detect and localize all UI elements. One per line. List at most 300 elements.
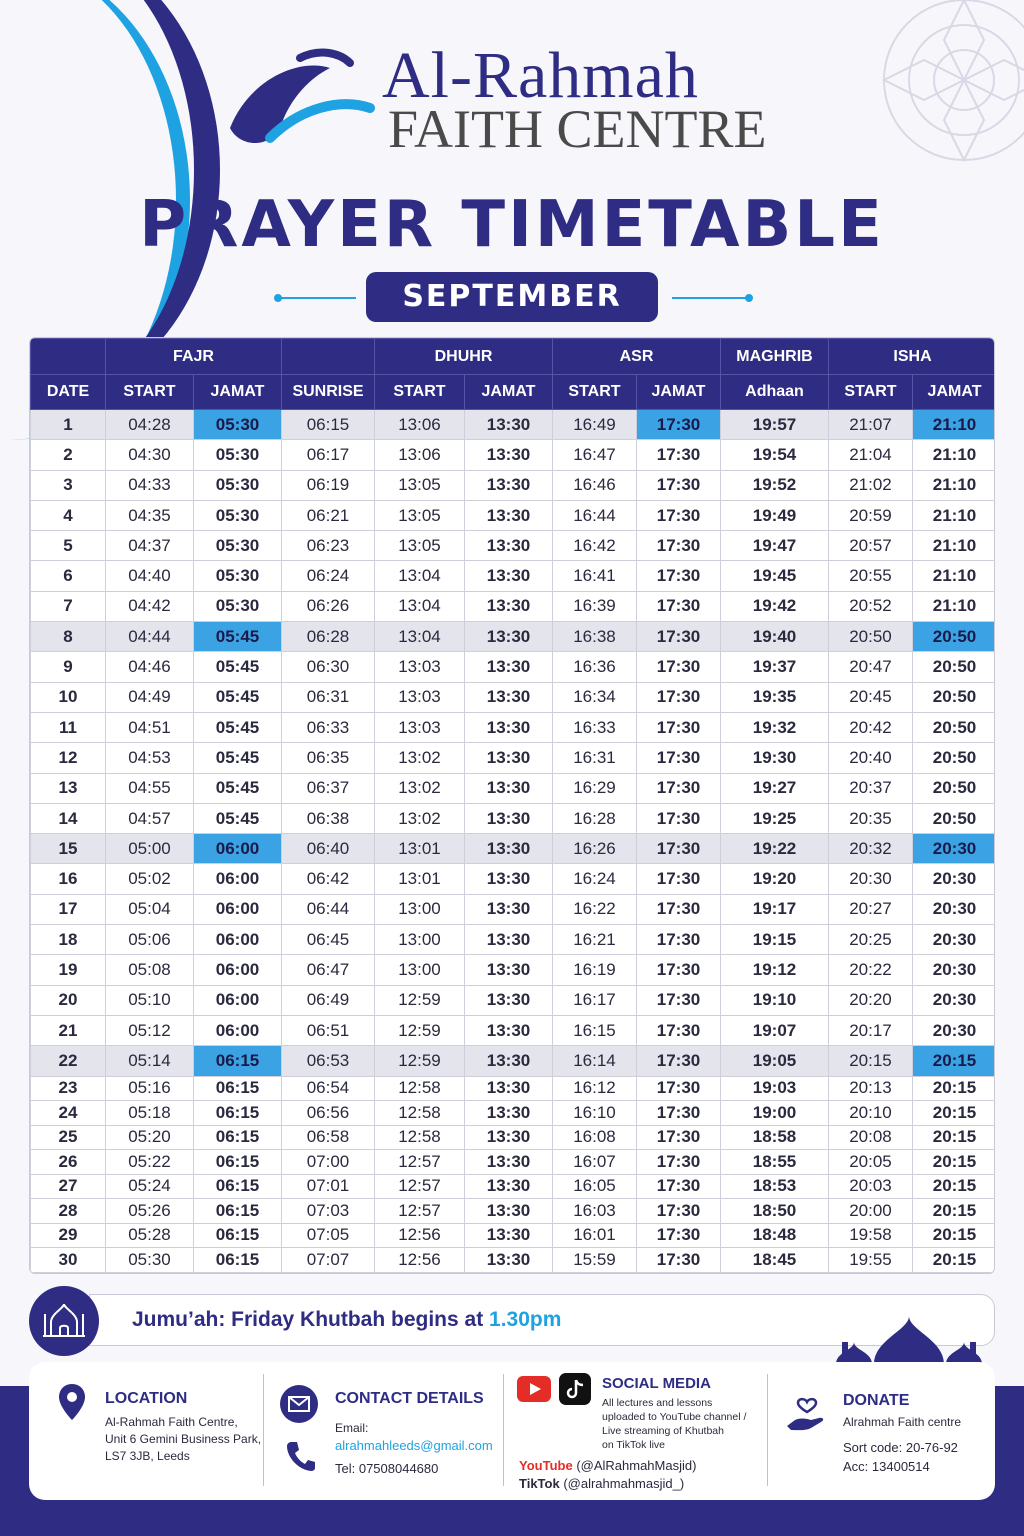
table-cell: 16:33 (553, 712, 637, 742)
table-cell: 5 (31, 531, 106, 561)
table-cell: 21:07 (829, 410, 913, 440)
table-cell: 17:30 (637, 622, 721, 652)
column-header: START (829, 375, 913, 410)
table-cell: 07:07 (282, 1248, 375, 1273)
table-cell: 16:49 (553, 410, 637, 440)
table-row (31, 561, 996, 591)
table-row (31, 955, 996, 985)
header-empty (282, 339, 375, 375)
table-cell: 20:32 (829, 834, 913, 864)
table-cell: 18:55 (721, 1150, 829, 1175)
table-cell: 13:30 (465, 1150, 553, 1175)
table-cell: 20:15 (913, 1174, 996, 1199)
tiktok-icon[interactable] (559, 1373, 591, 1405)
header-isha: ISHA (829, 339, 996, 375)
table-cell: 17:30 (637, 410, 721, 440)
table-cell: 17:30 (637, 561, 721, 591)
table-row (31, 470, 996, 500)
table-cell: 20:50 (913, 622, 996, 652)
header-fajr: FAJR (106, 339, 282, 375)
table-cell: 13:30 (465, 773, 553, 803)
table-cell: 06:15 (194, 1101, 282, 1126)
table-cell: 12:58 (375, 1076, 465, 1101)
table-cell: 21:10 (913, 470, 996, 500)
table-cell: 20:50 (913, 652, 996, 682)
table-cell: 16:24 (553, 864, 637, 894)
table-cell: 16:22 (553, 894, 637, 924)
jumuah-text (132, 1308, 561, 1332)
logo (210, 38, 810, 168)
table-cell: 20:50 (913, 803, 996, 833)
table-cell: 20:50 (913, 773, 996, 803)
table-cell: 19:00 (721, 1101, 829, 1126)
table-cell: 04:53 (106, 743, 194, 773)
youtube-handle: (@AlRahmahMasjid) (576, 1458, 697, 1473)
table-cell: 04:40 (106, 561, 194, 591)
table-cell: 20:52 (829, 591, 913, 621)
table-cell: 19:47 (721, 531, 829, 561)
header-empty (31, 339, 106, 375)
table-cell: 13:30 (465, 985, 553, 1015)
phone-number[interactable]: Tel: 07508044680 (335, 1461, 439, 1476)
table-cell: 13:30 (465, 440, 553, 470)
table-cell: 27 (31, 1174, 106, 1199)
location-pin-icon (57, 1382, 87, 1422)
table-cell: 17:30 (637, 955, 721, 985)
table-cell: 19:49 (721, 500, 829, 530)
table-cell: 26 (31, 1150, 106, 1175)
column-header: START (553, 375, 637, 410)
table-cell: 12:58 (375, 1101, 465, 1126)
table-cell: 17:30 (637, 591, 721, 621)
table-row (31, 864, 996, 894)
column-header: JAMAT (913, 375, 996, 410)
table-cell: 13:04 (375, 591, 465, 621)
table-cell: 21:10 (913, 410, 996, 440)
table-cell: 20:15 (913, 1101, 996, 1126)
header-asr: ASR (553, 339, 721, 375)
table-cell: 12:57 (375, 1150, 465, 1175)
table-cell: 04:51 (106, 712, 194, 742)
table-cell: 05:30 (194, 561, 282, 591)
table-cell: 20:30 (913, 925, 996, 955)
table-cell: 13:02 (375, 773, 465, 803)
table-cell: 20:15 (829, 1046, 913, 1076)
table-cell: 17:30 (637, 834, 721, 864)
social-heading: SOCIAL MEDIA (602, 1375, 711, 1392)
table-cell: 05:08 (106, 955, 194, 985)
calligraphy-logo-icon (210, 38, 380, 158)
table-cell: 15 (31, 834, 106, 864)
table-cell: 20:17 (829, 1015, 913, 1045)
group-header-row (31, 339, 996, 375)
logo-text-secondary: FAITH CENTRE (388, 99, 767, 159)
table-row (31, 682, 996, 712)
table-cell: 19:15 (721, 925, 829, 955)
table-cell: 06:15 (194, 1150, 282, 1175)
divider (767, 1374, 768, 1486)
table-cell: 20:27 (829, 894, 913, 924)
table-cell: 13:05 (375, 500, 465, 530)
table-cell: 13:00 (375, 894, 465, 924)
table-row (31, 1125, 996, 1150)
table-cell: 05:28 (106, 1223, 194, 1248)
table-cell: 05:30 (106, 1248, 194, 1273)
table-cell: 20:30 (913, 955, 996, 985)
table-cell: 13:30 (465, 470, 553, 500)
header-maghrib: MAGHRIB (721, 339, 829, 375)
mosque-badge (29, 1286, 99, 1356)
table-cell: 17:30 (637, 531, 721, 561)
social-description (602, 1396, 772, 1452)
table-cell: 05:45 (194, 712, 282, 742)
table-cell: 06:38 (282, 803, 375, 833)
table-cell: 13:30 (465, 864, 553, 894)
location-heading: LOCATION (105, 1390, 188, 1407)
column-header: START (375, 375, 465, 410)
table-cell: 20 (31, 985, 106, 1015)
table-cell: 16:01 (553, 1223, 637, 1248)
table-cell: 06:56 (282, 1101, 375, 1126)
table-cell: 13:30 (465, 1174, 553, 1199)
table-cell: 20:15 (913, 1046, 996, 1076)
table-row (31, 1199, 996, 1224)
table-cell: 14 (31, 803, 106, 833)
table-cell: 20:30 (829, 864, 913, 894)
table-cell: 30 (31, 1248, 106, 1273)
table-cell: 06:15 (282, 410, 375, 440)
contact-section (279, 1362, 499, 1500)
table-cell: 06:35 (282, 743, 375, 773)
table-cell: 05:45 (194, 622, 282, 652)
table-cell: 05:24 (106, 1174, 194, 1199)
table-cell: 13:30 (465, 410, 553, 440)
table-cell: 20:59 (829, 500, 913, 530)
footer-panel (29, 1362, 995, 1500)
table-row (31, 1174, 996, 1199)
table-cell: 20:20 (829, 985, 913, 1015)
table-cell: 13:30 (465, 1199, 553, 1224)
table-cell: 20:03 (829, 1174, 913, 1199)
table-cell: 13:06 (375, 440, 465, 470)
table-cell: 16:34 (553, 682, 637, 712)
table-cell: 04:37 (106, 531, 194, 561)
table-cell: 04:30 (106, 440, 194, 470)
contact-heading: CONTACT DETAILS (335, 1390, 484, 1407)
table-cell: 05:10 (106, 985, 194, 1015)
donate-section (785, 1362, 985, 1500)
table-cell: 13:30 (465, 1046, 553, 1076)
donate-heading: DONATE (843, 1392, 910, 1409)
table-cell: 19:55 (829, 1248, 913, 1273)
social-line: on TikTok live (602, 1439, 666, 1451)
table-cell: 28 (31, 1199, 106, 1224)
table-cell: 12:56 (375, 1248, 465, 1273)
table-cell: 18:53 (721, 1174, 829, 1199)
table-row (31, 410, 996, 440)
table-cell: 06:00 (194, 955, 282, 985)
table-cell: 06:51 (282, 1015, 375, 1045)
table-cell: 19:52 (721, 470, 829, 500)
table-cell: 17:30 (637, 440, 721, 470)
table-cell: 20:30 (913, 985, 996, 1015)
timetable-body (31, 410, 996, 1273)
table-cell: 16:31 (553, 743, 637, 773)
table-cell: 16:14 (553, 1046, 637, 1076)
social-line: All lectures and lessons (602, 1397, 713, 1409)
table-cell: 13:30 (465, 803, 553, 833)
table-cell: 13:30 (465, 1248, 553, 1273)
table-cell: 05:26 (106, 1199, 194, 1224)
column-header: DATE (31, 375, 106, 410)
table-cell: 17:30 (637, 1248, 721, 1273)
social-section (517, 1362, 767, 1500)
table-row (31, 925, 996, 955)
column-header: JAMAT (465, 375, 553, 410)
address-line: Unit 6 Gemini Business Park, (105, 1432, 262, 1446)
table-cell: 16:12 (553, 1076, 637, 1101)
table-cell: 05:18 (106, 1101, 194, 1126)
table-cell: 04:49 (106, 682, 194, 712)
table-cell: 20:45 (829, 682, 913, 712)
table-cell: 12:56 (375, 1223, 465, 1248)
column-header: SUNRISE (282, 375, 375, 410)
table-cell: 13:06 (375, 410, 465, 440)
table-cell: 17:30 (637, 1150, 721, 1175)
email-link[interactable]: alrahmahleeds@gmail.com (335, 1438, 493, 1453)
mosque-domes-icon (834, 1312, 984, 1364)
table-cell: 16:17 (553, 985, 637, 1015)
table-cell: 20:05 (829, 1150, 913, 1175)
table-cell: 17:30 (637, 1125, 721, 1150)
table-cell: 06:15 (194, 1223, 282, 1248)
table-cell: 1 (31, 410, 106, 440)
table-cell: 06:15 (194, 1076, 282, 1101)
table-row (31, 1015, 996, 1045)
divider-dot (745, 294, 753, 302)
table-row (31, 652, 996, 682)
table-cell: 21:04 (829, 440, 913, 470)
table-cell: 9 (31, 652, 106, 682)
table-cell: 20:35 (829, 803, 913, 833)
table-cell: 18 (31, 925, 106, 955)
table-cell: 16:42 (553, 531, 637, 561)
table-cell: 13:03 (375, 712, 465, 742)
email-icon (279, 1384, 319, 1424)
table-cell: 29 (31, 1223, 106, 1248)
table-cell: 17:30 (637, 1174, 721, 1199)
table-cell: 13:30 (465, 531, 553, 561)
table-row (31, 1076, 996, 1101)
table-cell: 8 (31, 622, 106, 652)
table-cell: 16:15 (553, 1015, 637, 1045)
table-cell: 06:47 (282, 955, 375, 985)
table-cell: 16:39 (553, 591, 637, 621)
table-cell: 18:48 (721, 1223, 829, 1248)
table-cell: 19:17 (721, 894, 829, 924)
table-cell: 20:15 (913, 1076, 996, 1101)
table-cell: 15:59 (553, 1248, 637, 1273)
table-cell: 19:22 (721, 834, 829, 864)
table-cell: 05:06 (106, 925, 194, 955)
column-header: START (106, 375, 194, 410)
table-cell: 23 (31, 1076, 106, 1101)
table-cell: 13:30 (465, 682, 553, 712)
jumuah-time: 1.30pm (489, 1308, 562, 1331)
table-cell: 04:55 (106, 773, 194, 803)
table-cell: 04:57 (106, 803, 194, 833)
table-cell: 19 (31, 955, 106, 985)
table-row (31, 834, 996, 864)
table-row (31, 1223, 996, 1248)
table-cell: 17:30 (637, 500, 721, 530)
table-cell: 12:57 (375, 1174, 465, 1199)
table-cell: 16:26 (553, 834, 637, 864)
table-cell: 17:30 (637, 864, 721, 894)
table-cell: 05:45 (194, 682, 282, 712)
table-cell: 13:00 (375, 925, 465, 955)
table-cell: 18:45 (721, 1248, 829, 1273)
table-cell: 06:19 (282, 470, 375, 500)
table-cell: 11 (31, 712, 106, 742)
social-line: uploaded to YouTube channel / (602, 1411, 747, 1423)
table-cell: 16:28 (553, 803, 637, 833)
table-cell: 22 (31, 1046, 106, 1076)
table-cell: 17:30 (637, 743, 721, 773)
table-cell: 05:30 (194, 591, 282, 621)
table-cell: 13:30 (465, 1076, 553, 1101)
table-cell: 05:30 (194, 440, 282, 470)
table-cell: 19:05 (721, 1046, 829, 1076)
table-cell: 21:10 (913, 440, 996, 470)
address-line: Al-Rahmah Faith Centre, (105, 1415, 238, 1429)
table-cell: 06:28 (282, 622, 375, 652)
table-cell: 7 (31, 591, 106, 621)
logo-text-primary: Al-Rahmah (382, 39, 699, 112)
table-cell: 20:22 (829, 955, 913, 985)
table-cell: 21 (31, 1015, 106, 1045)
table-cell: 13:30 (465, 1125, 553, 1150)
table-row (31, 591, 996, 621)
table-cell: 17:30 (637, 1046, 721, 1076)
table-cell: 13:30 (465, 1223, 553, 1248)
table-cell: 16:46 (553, 470, 637, 500)
table-cell: 05:45 (194, 773, 282, 803)
table-cell: 19:35 (721, 682, 829, 712)
table-cell: 13:30 (465, 500, 553, 530)
table-cell: 06:23 (282, 531, 375, 561)
table-cell: 05:30 (194, 531, 282, 561)
table-cell: 13:30 (465, 652, 553, 682)
table-row (31, 773, 996, 803)
table-cell: 16:05 (553, 1174, 637, 1199)
table-cell: 20:15 (913, 1248, 996, 1273)
table-cell: 13:30 (465, 955, 553, 985)
table-cell: 19:10 (721, 985, 829, 1015)
tiktok-link[interactable] (519, 1476, 684, 1491)
table-cell: 20:50 (913, 712, 996, 742)
table-cell: 06:42 (282, 864, 375, 894)
table-cell: 20:42 (829, 712, 913, 742)
table-cell: 13:04 (375, 622, 465, 652)
month-label: SEPTEMBER (366, 272, 658, 322)
table-cell: 17:30 (637, 1101, 721, 1126)
youtube-icon[interactable] (517, 1376, 551, 1402)
mosque-icon (29, 1286, 99, 1356)
table-cell: 12:59 (375, 985, 465, 1015)
table-cell: 16:29 (553, 773, 637, 803)
table-cell: 6 (31, 561, 106, 591)
table-cell: 06:00 (194, 985, 282, 1015)
table-cell: 20:15 (913, 1223, 996, 1248)
table-cell: 06:00 (194, 925, 282, 955)
table-cell: 05:04 (106, 894, 194, 924)
divider (503, 1374, 504, 1486)
table-row (31, 1046, 996, 1076)
table-cell: 06:54 (282, 1076, 375, 1101)
divider-line (672, 297, 752, 299)
column-header-row (31, 375, 996, 410)
youtube-link[interactable] (519, 1458, 696, 1473)
table-cell: 13:30 (465, 743, 553, 773)
table-cell: 12:59 (375, 1015, 465, 1045)
table-cell: 06:49 (282, 985, 375, 1015)
table-cell: 20:30 (913, 834, 996, 864)
table-cell: 05:45 (194, 743, 282, 773)
table-cell: 16:10 (553, 1101, 637, 1126)
table-cell: 04:28 (106, 410, 194, 440)
table-cell: 13:03 (375, 682, 465, 712)
table-cell: 19:45 (721, 561, 829, 591)
table-cell: 20:15 (913, 1125, 996, 1150)
table-cell: 07:01 (282, 1174, 375, 1199)
table-cell: 05:45 (194, 652, 282, 682)
table-cell: 19:03 (721, 1076, 829, 1101)
divider-line (276, 297, 356, 299)
table-row (31, 803, 996, 833)
table-cell: 24 (31, 1101, 106, 1126)
table-cell: 19:27 (721, 773, 829, 803)
table-cell: 21:10 (913, 591, 996, 621)
table-cell: 13:03 (375, 652, 465, 682)
table-cell: 07:05 (282, 1223, 375, 1248)
table-row (31, 622, 996, 652)
table-cell: 19:40 (721, 622, 829, 652)
table-cell: 17:30 (637, 1199, 721, 1224)
table-cell: 17:30 (637, 1076, 721, 1101)
column-header: Adhaan (721, 375, 829, 410)
table-cell: 17:30 (637, 1015, 721, 1045)
table-cell: 19:32 (721, 712, 829, 742)
table-cell: 19:57 (721, 410, 829, 440)
table-cell: 06:44 (282, 894, 375, 924)
table-cell: 16:03 (553, 1199, 637, 1224)
table-cell: 05:00 (106, 834, 194, 864)
table-cell: 19:58 (829, 1223, 913, 1248)
table-cell: 20:25 (829, 925, 913, 955)
table-cell: 17:30 (637, 773, 721, 803)
youtube-label: YouTube (519, 1458, 573, 1473)
table-cell: 12 (31, 743, 106, 773)
table-cell: 17:30 (637, 894, 721, 924)
table-cell: 06:30 (282, 652, 375, 682)
table-cell: 16:44 (553, 500, 637, 530)
table-cell: 17 (31, 894, 106, 924)
table-row (31, 712, 996, 742)
table-cell: 13:30 (465, 1101, 553, 1126)
table-cell: 13:30 (465, 925, 553, 955)
table-cell: 06:40 (282, 834, 375, 864)
